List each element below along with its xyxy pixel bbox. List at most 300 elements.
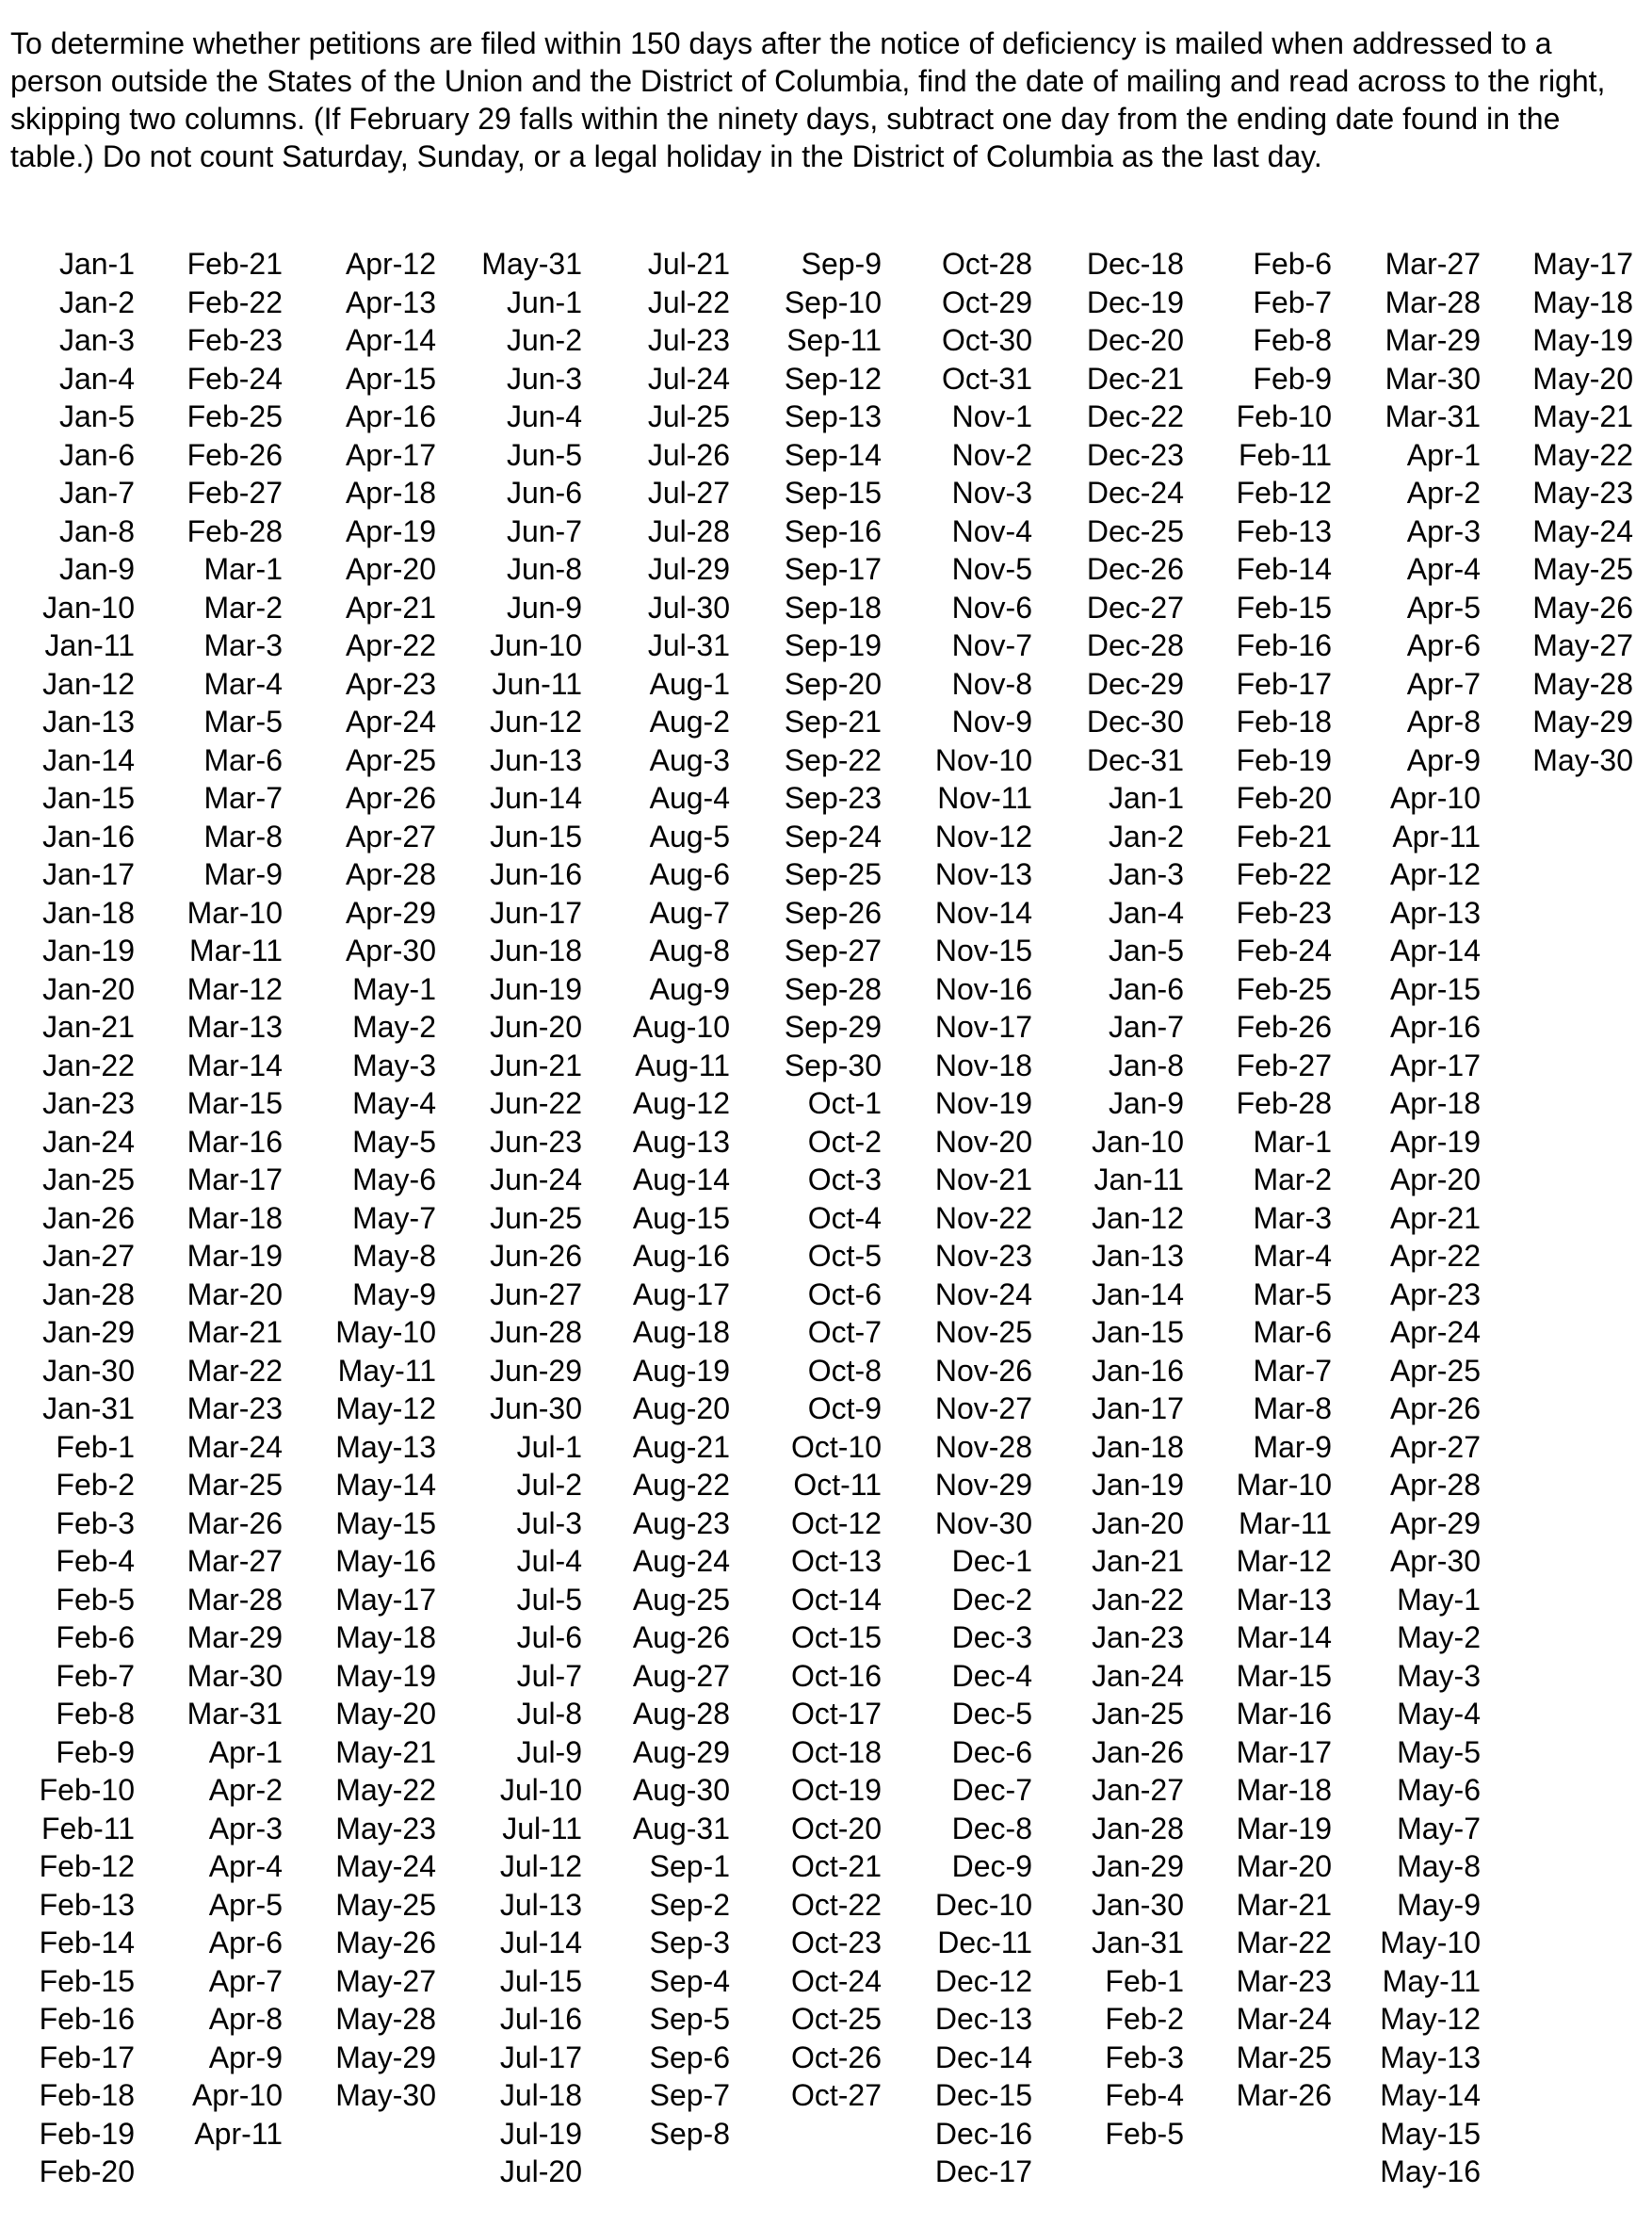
date-cell: Mar-4 [1253, 1239, 1332, 1273]
date-cell: May-22 [1532, 437, 1633, 472]
date-cell: Sep-26 [784, 895, 882, 930]
date-cell: Aug-22 [632, 1468, 730, 1502]
date-cell: Sep-16 [784, 513, 882, 548]
date-cell: Jan-13 [1092, 1239, 1184, 1273]
date-cell: Jun-28 [490, 1315, 582, 1349]
date-cell: May-12 [1380, 2002, 1481, 2036]
date-cell: Feb-10 [39, 1773, 135, 1807]
date-cell: Jan-3 [58, 323, 135, 357]
date-cell: Apr-9 [208, 2040, 283, 2074]
date-cell: Oct-19 [790, 1773, 882, 1807]
date-cell: Feb-5 [1105, 2116, 1184, 2151]
date-cell: Jun-25 [490, 1200, 582, 1235]
date-cell: Mar-30 [186, 1658, 283, 1693]
date-cell: Feb-14 [39, 1926, 135, 1959]
date-cell: Sep-3 [649, 1926, 730, 1959]
date-cell: Feb-20 [39, 2154, 135, 2188]
date-cell: Mar-18 [1236, 1773, 1332, 1807]
date-cell: Sep-4 [649, 1963, 730, 1998]
date-cell: Dec-17 [934, 2154, 1032, 2188]
date-cell: Dec-28 [1086, 628, 1184, 662]
date-cell: May-2 [352, 1010, 436, 1044]
date-cell: Mar-15 [186, 1086, 283, 1120]
date-cell: May-10 [335, 1315, 436, 1349]
date-cell: Jul-27 [647, 476, 730, 510]
date-cell: Nov-7 [951, 628, 1032, 662]
date-cell: Jan-8 [58, 513, 135, 548]
date-cell: Jan-15 [42, 781, 135, 815]
date-cell: Aug-19 [632, 1353, 730, 1388]
date-cell: Jul-29 [647, 552, 730, 586]
date-cell: Jul-26 [647, 437, 730, 472]
date-cell: Dec-3 [951, 1620, 1032, 1654]
date-cell: Dec-21 [1086, 361, 1184, 396]
date-cell: Apr-19 [1389, 1124, 1481, 1159]
date-cell: Apr-10 [191, 2078, 283, 2112]
date-cell: Nov-18 [934, 1048, 1032, 1082]
date-cell: Feb-13 [1236, 513, 1332, 548]
date-cell: Apr-5 [1406, 590, 1481, 625]
date-cell: Sep-13 [784, 399, 882, 433]
date-cell: Dec-7 [951, 1773, 1032, 1807]
date-cell: Mar-15 [1236, 1658, 1332, 1693]
date-cell: Apr-21 [1389, 1200, 1481, 1235]
date-cell: Apr-8 [1406, 705, 1481, 739]
date-cell: Jun-11 [492, 666, 582, 701]
date-cell: Mar-24 [1236, 2002, 1332, 2036]
date-cell: Jan-15 [1092, 1315, 1184, 1349]
date-cell: Jan-4 [1108, 895, 1184, 930]
date-cell: May-23 [1532, 476, 1633, 510]
date-cell: Aug-5 [649, 819, 730, 853]
date-cell: Aug-1 [649, 666, 730, 701]
date-cell: Jan-11 [1093, 1162, 1184, 1196]
date-cell: Oct-1 [807, 1086, 882, 1120]
date-cell: Sep-28 [784, 971, 882, 1006]
date-cell: Jan-17 [42, 857, 135, 891]
date-cell: Dec-26 [1086, 552, 1184, 586]
date-cell: May-21 [1532, 399, 1633, 433]
date-cell: Jan-22 [42, 1048, 135, 1082]
date-cell: Feb-23 [1236, 895, 1332, 930]
date-cell: Sep-22 [784, 742, 882, 777]
date-cell: Apr-21 [345, 590, 436, 625]
date-cell: Oct-5 [807, 1239, 882, 1273]
date-cell: Aug-17 [632, 1276, 730, 1311]
date-cell: Mar-16 [1236, 1697, 1332, 1731]
date-cell: Aug-14 [632, 1162, 730, 1196]
date-cell: Oct-23 [790, 1926, 882, 1959]
date-cell: Jan-25 [42, 1162, 135, 1196]
date-cell: Aug-25 [632, 1582, 730, 1617]
date-cell: Mar-10 [1236, 1468, 1332, 1502]
date-cell: Mar-2 [1253, 1162, 1332, 1196]
date-cell: Oct-4 [807, 1200, 882, 1235]
date-cell: Apr-26 [345, 781, 436, 815]
date-cell: Jan-12 [1092, 1200, 1184, 1235]
date-cell: Jul-12 [499, 1849, 582, 1883]
date-cell: May-6 [352, 1162, 436, 1196]
date-cell: Jan-13 [42, 705, 135, 739]
date-cell: Aug-9 [649, 971, 730, 1006]
date-cell: Oct-31 [941, 361, 1032, 396]
date-cell: Sep-19 [784, 628, 882, 662]
date-cell: Nov-12 [934, 819, 1032, 853]
date-cell: Jun-4 [506, 399, 582, 433]
date-cell: Nov-6 [951, 590, 1032, 625]
date-cell: Dec-29 [1086, 666, 1184, 701]
date-cell: Sep-1 [649, 1849, 730, 1883]
date-cell: Mar-26 [186, 1505, 283, 1540]
date-cell: Mar-22 [1236, 1926, 1332, 1959]
date-table [0, 245, 1652, 2223]
date-cell: May-16 [1380, 2154, 1481, 2188]
date-column [0, 245, 135, 2191]
date-cell: Jun-13 [490, 742, 582, 777]
date-cell: Jun-23 [490, 1124, 582, 1159]
date-cell: Dec-8 [951, 1811, 1032, 1845]
date-cell: Jun-5 [506, 437, 582, 472]
date-cell: May-4 [1397, 1697, 1481, 1731]
date-cell: Jan-21 [1092, 1544, 1184, 1578]
date-cell: Nov-8 [951, 666, 1032, 701]
date-cell: Dec-15 [934, 2078, 1032, 2112]
date-cell: Dec-18 [1086, 247, 1184, 281]
date-cell: May-8 [1397, 1849, 1481, 1883]
date-cell: Apr-18 [1389, 1086, 1481, 1120]
date-cell: Jun-26 [490, 1239, 582, 1273]
date-cell: May-27 [335, 1963, 436, 1998]
date-cell: Jan-1 [58, 247, 135, 281]
date-cell: Mar-24 [186, 1429, 283, 1464]
date-cell: May-15 [1380, 2116, 1481, 2151]
date-cell: Aug-29 [632, 1734, 730, 1769]
date-cell: May-31 [481, 247, 582, 281]
date-cell: Jan-7 [1108, 1010, 1184, 1044]
date-cell: Nov-30 [934, 1505, 1032, 1540]
date-cell: Feb-7 [1253, 284, 1332, 319]
date-cell: Nov-10 [934, 742, 1032, 777]
date-cell: Feb-12 [1236, 476, 1332, 510]
date-cell: Jan-21 [42, 1010, 135, 1044]
date-cell: Jan-28 [42, 1276, 135, 1311]
date-cell: Oct-29 [941, 284, 1032, 319]
date-cell: Dec-11 [937, 1926, 1032, 1959]
date-cell: Apr-1 [208, 1734, 283, 1769]
date-cell: Apr-4 [1406, 552, 1481, 586]
date-cell: Jul-25 [647, 399, 730, 433]
date-cell: Feb-25 [186, 399, 283, 433]
date-cell: Apr-13 [345, 284, 436, 319]
date-cell: May-20 [1532, 361, 1633, 396]
date-cell: May-29 [1532, 705, 1633, 739]
date-cell: Jul-14 [499, 1926, 582, 1959]
date-cell: Feb-6 [1253, 247, 1332, 281]
date-cell: Jan-19 [1092, 1468, 1184, 1502]
date-cell: Jul-13 [499, 1887, 582, 1922]
date-cell: Apr-30 [1389, 1544, 1481, 1578]
date-cell: Oct-18 [790, 1734, 882, 1769]
date-cell: Jan-16 [42, 819, 135, 853]
date-cell: Feb-11 [40, 1811, 135, 1845]
date-cell: Mar-9 [203, 857, 283, 891]
date-cell: Jun-1 [506, 284, 582, 319]
date-cell: Feb-4 [56, 1544, 135, 1578]
date-cell: Jan-14 [1092, 1276, 1184, 1311]
date-cell: Jan-27 [42, 1239, 135, 1273]
date-cell: Apr-8 [208, 2002, 283, 2036]
date-cell: Feb-17 [1236, 666, 1332, 701]
date-cell: Jan-30 [42, 1353, 135, 1388]
date-cell: May-21 [335, 1734, 436, 1769]
date-cell: Feb-21 [186, 247, 283, 281]
date-cell: Apr-18 [345, 476, 436, 510]
date-cell: Nov-20 [934, 1124, 1032, 1159]
date-cell: Aug-26 [632, 1620, 730, 1654]
date-cell: Apr-17 [1389, 1048, 1481, 1082]
date-cell: May-25 [335, 1887, 436, 1922]
date-cell: Sep-18 [784, 590, 882, 625]
date-column [589, 245, 730, 2153]
date-cell: May-14 [335, 1468, 436, 1502]
date-cell: Jun-29 [490, 1353, 582, 1388]
date-cell: Mar-23 [1236, 1963, 1332, 1998]
date-cell: Apr-3 [1406, 513, 1481, 548]
date-cell: Feb-11 [1238, 437, 1332, 472]
date-cell: Jan-26 [42, 1200, 135, 1235]
date-cell: Feb-15 [39, 1963, 135, 1998]
date-cell: May-13 [335, 1429, 436, 1464]
date-cell: Feb-3 [56, 1505, 135, 1540]
date-cell: Feb-4 [1105, 2078, 1184, 2112]
date-cell: Feb-17 [39, 2040, 135, 2074]
date-cell: Nov-4 [951, 513, 1032, 548]
date-cell: Oct-28 [941, 247, 1032, 281]
date-cell: Sep-2 [649, 1887, 730, 1922]
date-cell: Mar-12 [186, 971, 283, 1006]
date-cell: Mar-26 [1236, 2078, 1332, 2112]
date-cell: Jan-4 [58, 361, 135, 396]
date-cell: Mar-25 [186, 1468, 283, 1502]
date-cell: Jun-15 [490, 819, 582, 853]
date-cell: Dec-25 [1086, 513, 1184, 548]
date-cell: Feb-7 [56, 1658, 135, 1693]
date-cell: Sep-25 [784, 857, 882, 891]
date-cell: Apr-9 [1406, 742, 1481, 777]
date-cell: Apr-28 [1389, 1468, 1481, 1502]
date-cell: Aug-23 [632, 1505, 730, 1540]
date-cell: May-6 [1397, 1773, 1481, 1807]
date-cell: Jan-6 [1108, 971, 1184, 1006]
date-cell: Aug-15 [632, 1200, 730, 1235]
date-cell: Feb-8 [1253, 323, 1332, 357]
date-cell: Nov-26 [934, 1353, 1032, 1388]
date-cell: Feb-3 [1105, 2040, 1184, 2074]
date-cell: Mar-27 [186, 1544, 283, 1578]
date-cell: Sep-7 [649, 2078, 730, 2112]
date-cell: Oct-3 [807, 1162, 882, 1196]
date-column [1190, 245, 1332, 2115]
date-cell: Mar-13 [186, 1010, 283, 1044]
date-cell: Jun-21 [490, 1048, 582, 1082]
date-cell: Mar-23 [186, 1391, 283, 1425]
date-cell: May-10 [1380, 1926, 1481, 1959]
date-cell: Apr-4 [208, 1849, 283, 1883]
date-cell: May-28 [1532, 666, 1633, 701]
date-cell: Dec-30 [1086, 705, 1184, 739]
date-cell: Sep-11 [786, 323, 882, 357]
date-cell: Nov-13 [934, 857, 1032, 891]
date-cell: May-25 [1532, 552, 1633, 586]
date-cell: Nov-9 [951, 705, 1032, 739]
date-cell: Apr-6 [208, 1926, 283, 1959]
date-cell: May-19 [1532, 323, 1633, 357]
date-cell: Jan-24 [42, 1124, 135, 1159]
date-cell: Apr-12 [345, 247, 436, 281]
date-cell: Jun-20 [490, 1010, 582, 1044]
date-cell: Jul-1 [516, 1429, 582, 1464]
date-cell: Nov-22 [934, 1200, 1032, 1235]
date-cell: Nov-14 [934, 895, 1032, 930]
date-cell: Apr-2 [208, 1773, 283, 1807]
date-cell: Feb-28 [1236, 1086, 1332, 1120]
date-cell: Jan-9 [1108, 1086, 1184, 1120]
date-cell: Jan-23 [1092, 1620, 1184, 1654]
date-cell: Jul-5 [516, 1582, 582, 1617]
date-cell: Oct-25 [790, 2002, 882, 2036]
date-cell: Nov-28 [934, 1429, 1032, 1464]
date-cell: Aug-18 [632, 1315, 730, 1349]
date-cell: Apr-28 [345, 857, 436, 891]
date-cell: Nov-1 [951, 399, 1032, 433]
date-cell: Jun-19 [490, 971, 582, 1006]
date-cell: Sep-6 [649, 2040, 730, 2074]
date-cell: Mar-25 [1236, 2040, 1332, 2074]
date-cell: Mar-6 [1253, 1315, 1332, 1349]
date-cell: Jan-16 [1092, 1353, 1184, 1388]
date-cell: Oct-30 [941, 323, 1032, 357]
date-cell: Jan-17 [1092, 1391, 1184, 1425]
date-cell: Apr-2 [1406, 476, 1481, 510]
date-cell: May-2 [1397, 1620, 1481, 1654]
date-cell: May-19 [335, 1658, 436, 1693]
date-cell: Jan-1 [1108, 781, 1184, 815]
date-cell: Nov-19 [934, 1086, 1032, 1120]
date-cell: May-5 [352, 1124, 436, 1159]
date-cell: Nov-15 [934, 934, 1032, 967]
date-cell: Oct-13 [790, 1544, 882, 1578]
date-cell: Mar-28 [186, 1582, 283, 1617]
date-cell: Jun-14 [490, 781, 582, 815]
date-cell: Jun-17 [490, 895, 582, 930]
date-cell: Mar-7 [203, 781, 283, 815]
date-cell: Sep-23 [784, 781, 882, 815]
date-cell: Jan-5 [1108, 934, 1184, 967]
date-cell: Mar-16 [186, 1124, 283, 1159]
date-cell: Aug-16 [632, 1239, 730, 1273]
date-cell: Dec-9 [951, 1849, 1032, 1883]
date-cell: Apr-25 [345, 742, 436, 777]
date-cell: Feb-26 [186, 437, 283, 472]
instructions-paragraph: To determine whether petitions are filed within 150 days after the notice of deficiency is mailed when addressed to a person outside the States of the Union and the District of Columbia, find the date of mailing and read across to the right, skipping two columns. (If February 29 falls within the ninety days, subtract one day from the ending date found in the table.) Do not count Saturday, Sunday, or a legal holiday in the District of Columbia as the last day. [10, 26, 1606, 173]
date-cell: May-30 [1532, 742, 1633, 777]
date-cell: May-14 [1380, 2078, 1481, 2112]
date-cell: Jan-25 [1092, 1697, 1184, 1731]
date-cell: Apr-24 [1389, 1315, 1481, 1349]
date-cell: Apr-26 [1389, 1391, 1481, 1425]
date-cell: Apr-3 [208, 1811, 283, 1845]
date-cell: Apr-16 [345, 399, 436, 433]
date-cell: Sep-12 [784, 361, 882, 396]
date-cell: Feb-24 [186, 361, 283, 396]
date-cell: Nov-23 [934, 1239, 1032, 1273]
date-cell: Mar-20 [186, 1276, 283, 1311]
date-cell: Mar-9 [1253, 1429, 1332, 1464]
date-cell: Feb-27 [1236, 1048, 1332, 1082]
date-cell: Dec-19 [1086, 284, 1184, 319]
date-cell: Jul-20 [499, 2154, 582, 2188]
date-cell: Jun-27 [490, 1276, 582, 1311]
date-cell: Dec-13 [934, 2002, 1032, 2036]
date-cell: Feb-16 [1236, 628, 1332, 662]
date-cell: Feb-23 [186, 323, 283, 357]
date-cell: Jul-11 [502, 1811, 582, 1845]
date-cell: May-24 [1532, 513, 1633, 548]
date-cell: Jan-14 [42, 742, 135, 777]
date-cell: Jan-19 [42, 934, 135, 967]
date-cell: May-24 [335, 1849, 436, 1883]
date-cell: May-17 [335, 1582, 436, 1617]
date-cell: May-7 [352, 1200, 436, 1235]
date-cell: Jun-7 [506, 513, 582, 548]
date-cell: Sep-21 [784, 705, 882, 739]
date-cell: May-26 [1532, 590, 1633, 625]
date-cell: Feb-13 [39, 1887, 135, 1922]
date-cell: Sep-8 [649, 2116, 730, 2151]
date-cell: Jan-9 [58, 552, 135, 586]
date-column [141, 245, 283, 2153]
date-cell: Mar-31 [186, 1697, 283, 1731]
date-cell: Mar-1 [1253, 1124, 1332, 1159]
date-cell: Dec-12 [934, 1963, 1032, 1998]
date-cell: May-1 [1397, 1582, 1481, 1617]
date-cell: Apr-27 [345, 819, 436, 853]
date-cell: Mar-14 [186, 1048, 283, 1082]
date-cell: Dec-24 [1086, 476, 1184, 510]
date-cell: Feb-14 [1236, 552, 1332, 586]
date-cell: Dec-22 [1086, 399, 1184, 433]
date-cell: Oct-26 [790, 2040, 882, 2074]
date-cell: Feb-2 [56, 1468, 135, 1502]
date-cell: Apr-13 [1389, 895, 1481, 930]
date-cell: Apr-22 [1389, 1239, 1481, 1273]
date-cell: Jan-27 [1092, 1773, 1184, 1807]
date-cell: May-3 [1397, 1658, 1481, 1693]
date-cell: Nov-25 [934, 1315, 1032, 1349]
date-cell: Aug-21 [632, 1429, 730, 1464]
date-cell: Apr-20 [1389, 1162, 1481, 1196]
date-cell: Aug-13 [632, 1124, 730, 1159]
date-cell: Nov-17 [934, 1010, 1032, 1044]
date-cell: Feb-16 [39, 2002, 135, 2036]
date-cell: Jul-10 [499, 1773, 582, 1807]
date-cell: Sep-30 [784, 1048, 882, 1082]
date-cell: Aug-8 [649, 934, 730, 967]
date-cell: Jun-6 [506, 476, 582, 510]
date-cell: May-8 [352, 1239, 436, 1273]
date-cell: Mar-29 [1385, 323, 1481, 357]
date-cell: Mar-5 [203, 705, 283, 739]
